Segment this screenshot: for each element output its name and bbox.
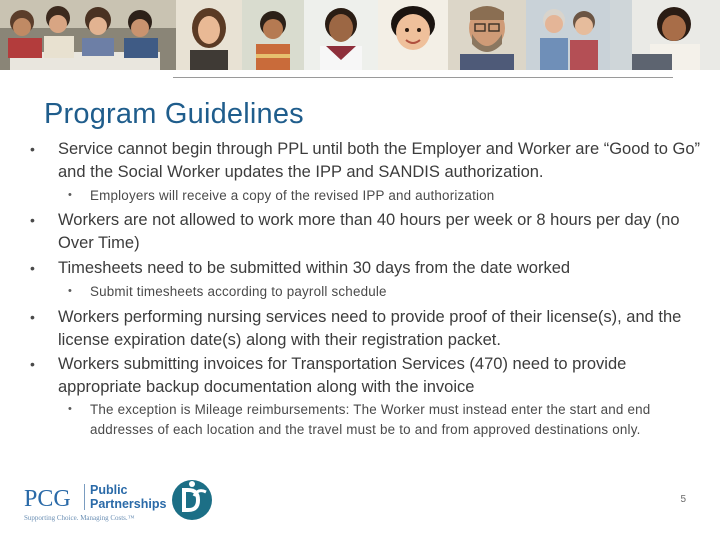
- bullet-text: Workers submitting invoices for Transportation Services (470) need to provide appropriate backup documentation along with the invoice: [58, 355, 627, 396]
- logo-name-line-2: Partnerships: [90, 497, 167, 511]
- bullet-text: Workers are not allowed to work more than 40 hours per week or 8 hours per day (no Over Time): [58, 211, 680, 252]
- sub-bullet-marker: •: [68, 285, 72, 297]
- page-number: 5: [680, 494, 686, 505]
- bullet-marker: •: [30, 141, 35, 157]
- group-of-teens-photo: [0, 0, 176, 70]
- bullet-text: Timesheets need to be submitted within 30 days from the date worked: [58, 259, 571, 277]
- sub-bullet-text: Submit timesheets according to payroll schedule: [90, 284, 387, 299]
- bullet-text: Workers performing nursing services need to provide proof of their license(s), and the license expiration date(s) along with their registration packet.: [58, 308, 682, 349]
- sub-bullet-marker: •: [68, 189, 72, 201]
- photo-banner: [0, 0, 720, 70]
- logo-tagline: Supporting Choice. Managing Costs.™: [24, 514, 135, 522]
- smiling-woman-photo: [304, 0, 378, 70]
- dc-partner-logo-icon: [172, 480, 212, 520]
- child-photo: [378, 0, 448, 70]
- young-woman-photo: [176, 0, 242, 70]
- sub-bullet-text: The exception is Mileage reimbursements: The Worker must instead enter the start and end addresses of each location and the travel must be to and from approved destinations only.: [90, 402, 651, 437]
- logo-mark: PCG: [24, 486, 71, 512]
- banner-divider: [173, 77, 673, 78]
- bullet-marker: •: [30, 309, 35, 325]
- bullet-marker: •: [30, 212, 35, 228]
- sub-bullet-text: Employers will receive a copy of the revised IPP and authorization: [90, 188, 495, 203]
- bearded-man-photo: [448, 0, 526, 70]
- logo-name-line-1: Public: [90, 483, 128, 497]
- page-title: Program Guidelines: [44, 98, 304, 130]
- woman-at-laptop-photo: [610, 0, 720, 70]
- pcg-public-partnerships-logo: [24, 478, 224, 529]
- bullet-marker: •: [30, 260, 35, 276]
- bullet-text: Service cannot begin through PPL until both the Employer and Worker are “Good to Go” and the Social Worker updates the IPP and SANDIS authorization.: [58, 140, 701, 181]
- boy-photo: [242, 0, 304, 70]
- bullet-marker: •: [30, 356, 35, 372]
- sub-bullet-marker: •: [68, 403, 72, 415]
- older-couple-photo: [526, 0, 610, 70]
